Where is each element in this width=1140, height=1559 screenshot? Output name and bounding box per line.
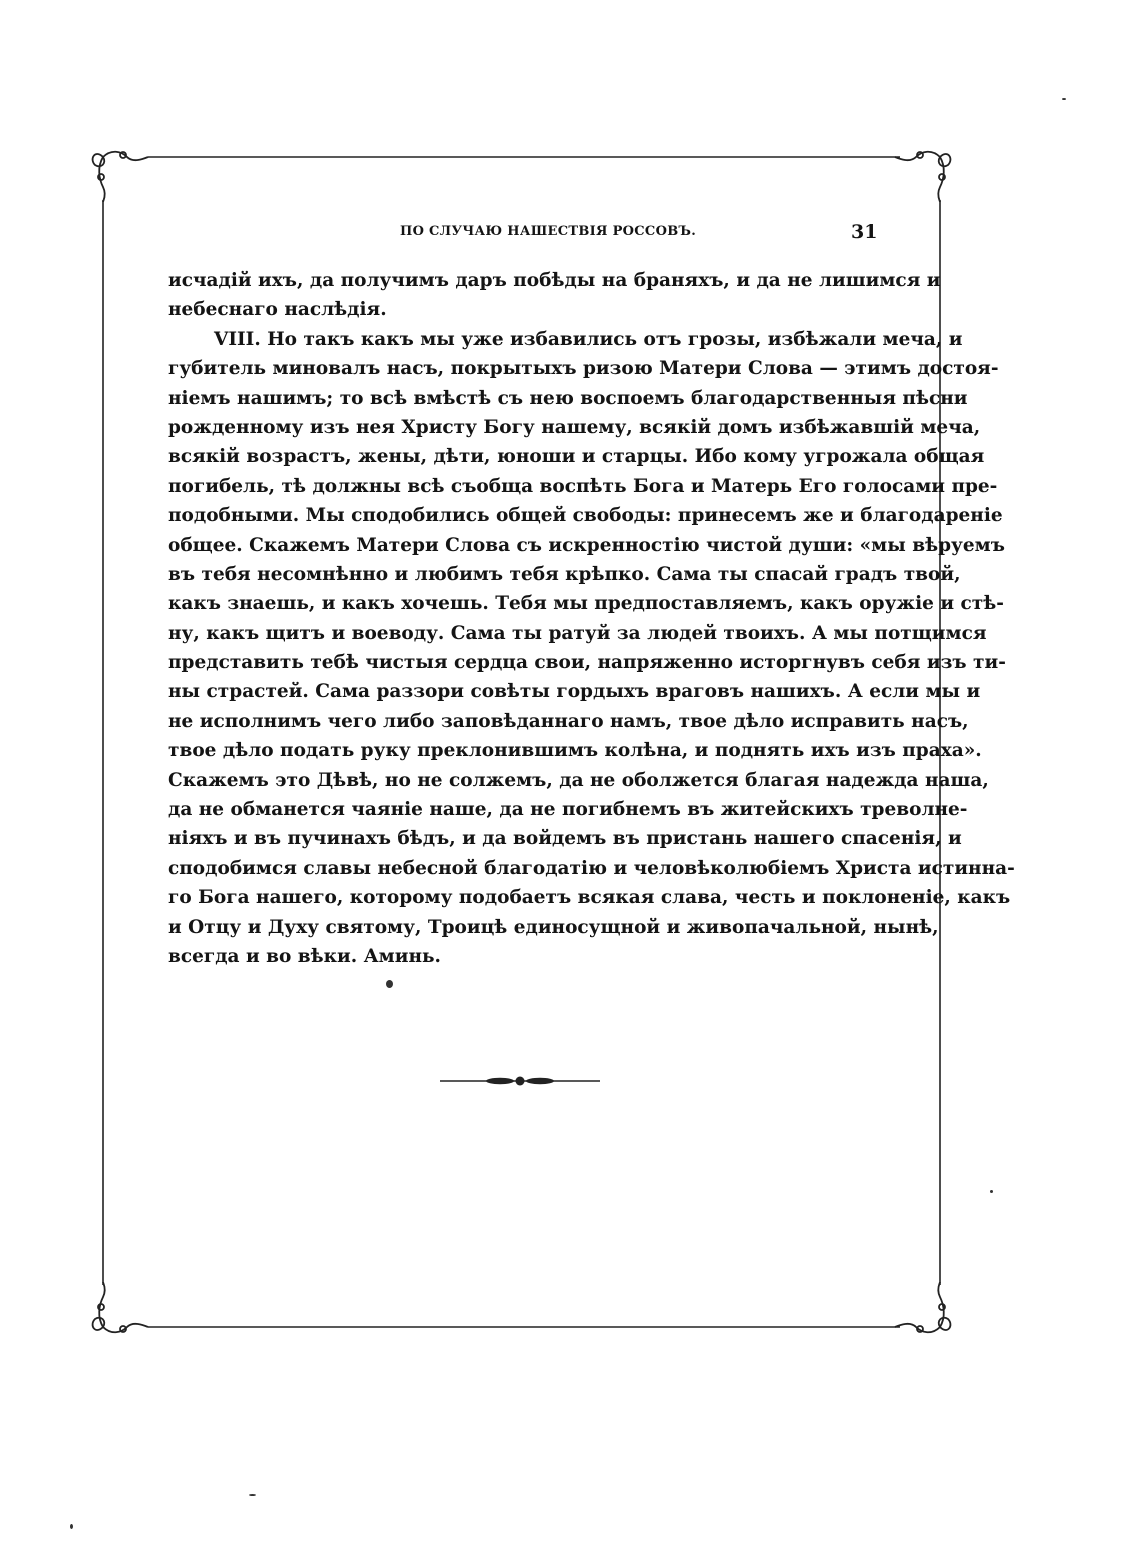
text-line: ны страстей. Сама раззори совѣты гордыхъ враговъ нашихъ. А если мы и (168, 681, 981, 703)
running-title: ПО СЛУЧАЮ НАШЕСТВІЯ РОССОВЪ. (400, 224, 697, 239)
text-line: всегда и во вѣки. Аминь. (168, 945, 442, 967)
text-line: VIII. Но такъ какъ мы уже избавились отъ грозы, избѣжали меча, и (214, 328, 963, 350)
text-line: небеснаго наслѣдія. (168, 299, 387, 321)
text-line: Скажемъ это Дѣвѣ, но не солжемъ, да не оболжется благая надежда наша, (168, 769, 989, 791)
text-line: твое дѣло подать руку преклонившимъ колѣна, и поднять ихъ изъ праха». (168, 740, 982, 762)
text-line: губитель миновалъ насъ, покрытыхъ ризою Матери Слова — этимъ достоя- (168, 358, 999, 380)
text-line: и Отцу и Духу святому, Троицѣ единосущной и живопачальной, нынѣ, (168, 916, 939, 938)
tailpiece-ornament-icon (440, 1077, 600, 1086)
ink-speck (70, 1524, 73, 1529)
text-line: сподобимся славы небесной благодатію и человѣколюбіемъ Христа истинна- (168, 857, 1015, 879)
text-line: въ тебя несомнѣнно и любимъ тебя крѣпко. Сама ты спасай градъ твой, (168, 563, 961, 585)
ink-speck (386, 980, 393, 988)
text-line: ніяхъ и въ пучинахъ бѣдъ, и да войдемъ въ пристань нашего спасенія, и (168, 828, 962, 850)
text-line: подобными. Мы сподобились общей свободы: принесемъ же и благодареніе (168, 505, 1003, 527)
text-line: ну, какъ щитъ и воеводу. Сама ты ратуй за людей твоихъ. А мы потщимся (168, 622, 987, 644)
text-line: не исполнимъ чего либо заповѣданнаго намъ, твое дѣло исправить насъ, (168, 710, 969, 732)
text-line: представить тебѣ чистыя сердца свои, напряженно исторгнувъ себя изъ ти- (168, 652, 1006, 674)
text-line: рожденному изъ нея Христу Богу нашему, всякій домъ избѣжавшій меча, (168, 416, 981, 438)
ink-speck (249, 1494, 256, 1496)
ink-speck (1062, 98, 1066, 100)
ink-speck (990, 1190, 993, 1193)
text-line: го Бога нашего, которому подобаетъ всякая слава, честь и поклоненіе, какъ (168, 887, 1011, 909)
page-number: 31 (851, 221, 878, 243)
text-line: всякій возрастъ, жены, дѣти, юноши и старцы. Ибо кому угрожала общая (168, 446, 985, 468)
text-line: общее. Скажемъ Матери Слова съ искренностію чистой души: «мы вѣруемъ (168, 534, 1005, 556)
text-line: да не обманется чаяніе наше, да не погибнемъ въ житейскихъ треволне- (168, 799, 968, 821)
body-text (168, 266, 1015, 971)
text-line: погибель, тѣ должны всѣ съобща воспѣть Бога и Матерь Его голосами пре- (168, 475, 998, 497)
text-line: какъ знаешь, и какъ хочешь. Тебя мы предпоставляемъ, какъ оружіе и стѣ- (168, 593, 1004, 615)
text-line: ніемъ нашимъ; то всѣ вмѣстѣ съ нею воспоемъ благодарственныя пѣсни (168, 387, 968, 409)
text-line: исчадій ихъ, да получимъ даръ побѣды на браняхъ, и да не лишимся и (168, 270, 941, 291)
